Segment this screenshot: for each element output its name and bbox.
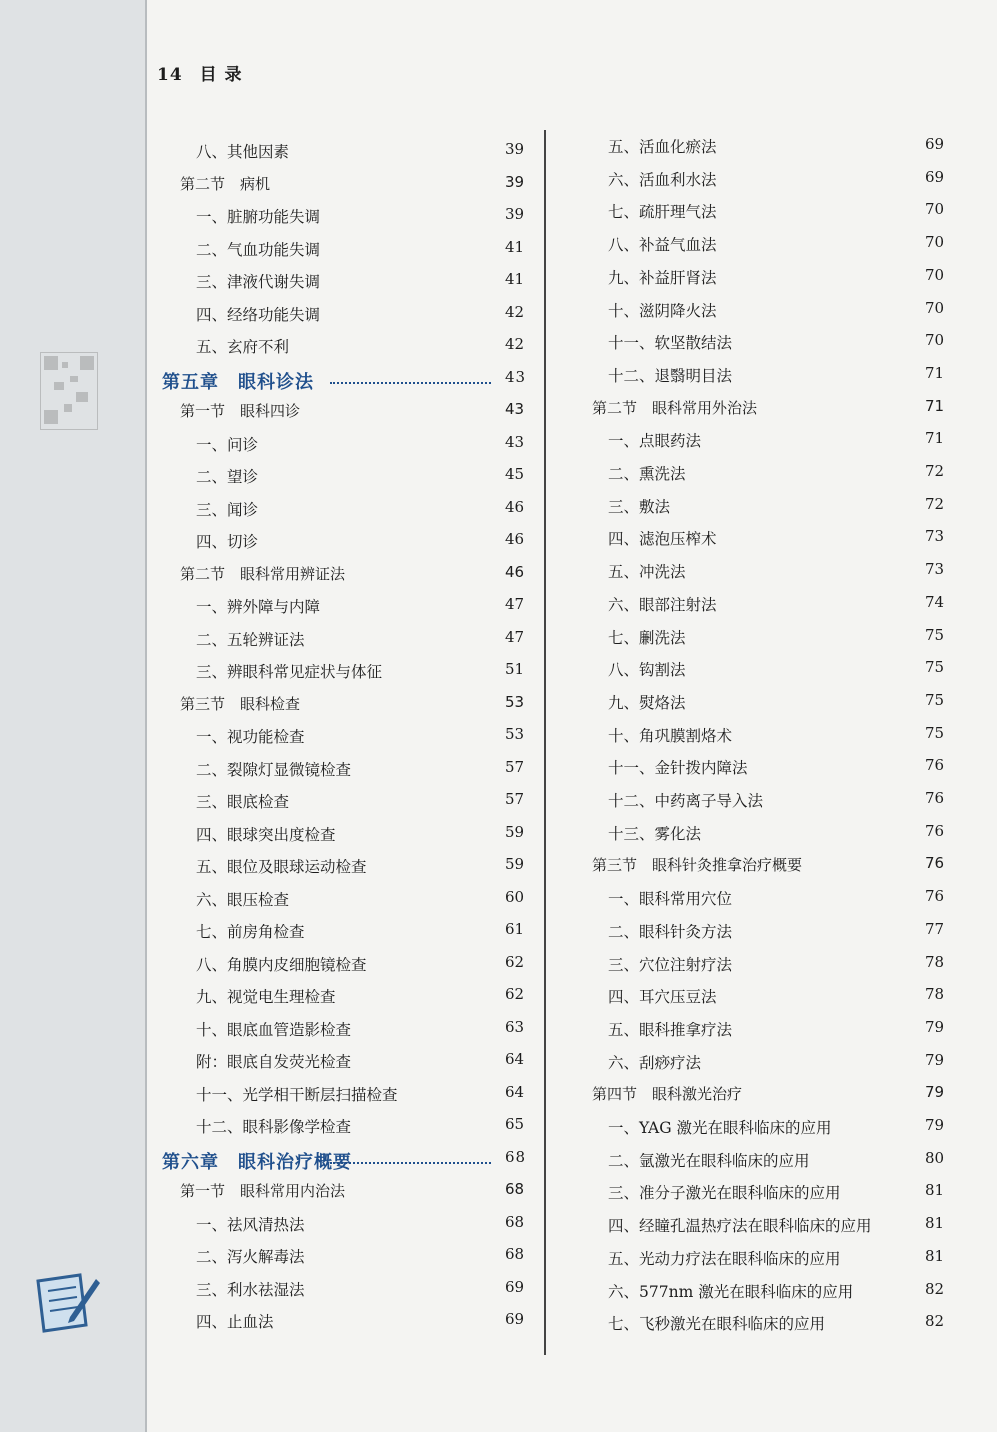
- toc-page-number: 75: [925, 723, 945, 742]
- toc-page-number: 62: [505, 985, 525, 1003]
- toc-page-number: 46: [505, 562, 525, 581]
- toc-label: 八、角膜内皮细胞镜检查: [196, 955, 367, 974]
- toc-page-number: 72: [925, 494, 945, 513]
- toc-page-number: 75: [925, 658, 945, 677]
- toc-page-number: 47: [505, 595, 525, 613]
- toc-section: [180, 400, 535, 424]
- page-number: 14: [157, 65, 183, 85]
- toc-label: 一、辨外障与内障: [196, 598, 321, 616]
- toc-label: 二、泻火解毒法: [196, 1248, 305, 1266]
- toc-label: 十一、金针拨内障法: [608, 759, 748, 778]
- toc-label: 三、准分子激光在眼科临床的应用: [608, 1184, 841, 1203]
- toc-item: [608, 135, 955, 159]
- notebook-pen-icon: [30, 1265, 102, 1337]
- toc-item: [196, 433, 535, 457]
- toc-item: [196, 855, 535, 879]
- toc-item: [608, 364, 955, 388]
- toc-page-number: 78: [925, 985, 945, 1004]
- toc-label: 十一、光学相干断层扫描检查: [196, 1085, 398, 1104]
- toc-item: [196, 920, 535, 944]
- toc-page-number: 51: [505, 660, 525, 678]
- toc-item: [196, 498, 535, 522]
- toc-item: [196, 1245, 535, 1269]
- toc-item: [608, 691, 955, 715]
- dot-leader: [330, 1148, 491, 1164]
- toc-item: [196, 1018, 535, 1042]
- toc-page-number: 79: [925, 1050, 945, 1069]
- toc-item: [196, 953, 535, 977]
- toc-label: 三、辨眼科常见症状与体征: [196, 663, 383, 681]
- toc-item: [196, 205, 535, 229]
- toc-item: [608, 658, 955, 682]
- toc-item: [608, 953, 955, 977]
- qr-code-icon: [40, 352, 98, 430]
- toc-label: 五、眼科推拿疗法: [608, 1020, 733, 1039]
- toc-item: [196, 270, 535, 294]
- toc-item: [608, 1280, 955, 1304]
- toc-page-number: 45: [505, 465, 525, 483]
- toc-item: [608, 462, 955, 486]
- toc-label: 六、眼压检查: [196, 890, 290, 909]
- toc-page-number: 59: [505, 855, 525, 873]
- toc-item: [196, 758, 535, 782]
- toc-label: 三、闻诊: [196, 500, 259, 519]
- toc-page-number: 69: [505, 1310, 525, 1328]
- toc-page-number: 69: [505, 1277, 525, 1296]
- toc-page-number: 76: [925, 756, 945, 775]
- toc-label: 五、眼位及眼球运动检查: [196, 858, 367, 876]
- toc-page-number: 69: [925, 135, 945, 153]
- toc-item: [196, 790, 535, 814]
- toc-item: [196, 1050, 535, 1074]
- toc-page-number: 82: [925, 1312, 945, 1331]
- page-title: 目 录: [199, 65, 243, 85]
- toc-page-number: 53: [505, 692, 525, 711]
- toc-page-number: 72: [925, 462, 945, 480]
- page-header: [157, 60, 243, 85]
- toc-item: [608, 1312, 955, 1336]
- toc-label: 六、577nm 激光在眼科临床的应用: [608, 1282, 854, 1301]
- toc-page-number: 61: [505, 920, 525, 938]
- toc-page-number: 68: [505, 1147, 527, 1166]
- toc-page-number: 63: [505, 1017, 525, 1036]
- toc-page-number: 78: [925, 952, 945, 971]
- toc-page-number: 41: [505, 270, 525, 288]
- toc-page-number: 47: [505, 627, 525, 646]
- toc-item: [196, 303, 535, 327]
- toc-item: [196, 985, 535, 1009]
- toc-page-number: 76: [925, 821, 945, 840]
- toc-item: [196, 1278, 535, 1302]
- toc-page-number: 65: [505, 1115, 525, 1133]
- toc-item: [608, 331, 955, 355]
- toc-label: 四、耳穴压豆法: [608, 988, 717, 1007]
- toc-label: 一、眼科常用穴位: [608, 890, 733, 909]
- toc-page-number: 76: [925, 887, 945, 906]
- toc-item: [608, 495, 955, 519]
- toc-label: 二、裂隙灯显微镜检查: [196, 760, 352, 779]
- toc-item: [608, 1116, 955, 1140]
- toc-section: [180, 173, 535, 197]
- toc-item: [196, 725, 535, 749]
- toc-item: [196, 660, 535, 684]
- toc-label: 八、钩割法: [608, 661, 686, 680]
- toc-chapter: [162, 368, 535, 392]
- toc-page-number: 43: [505, 432, 525, 451]
- toc-page-number: 81: [925, 1181, 945, 1200]
- toc-page-number: 70: [925, 265, 945, 284]
- toc-label: 八、其他因素: [196, 143, 290, 161]
- toc-item: [608, 429, 955, 453]
- toc-page-number: 59: [505, 822, 525, 841]
- toc-label: 第二节 病机: [180, 174, 271, 193]
- toc-item: [608, 299, 955, 323]
- toc-item: [608, 1149, 955, 1173]
- margin-edge: [145, 0, 147, 1432]
- toc-label: 第五章 眼科诊法: [162, 371, 314, 393]
- toc-item: [608, 168, 955, 192]
- toc-item: [196, 628, 535, 652]
- toc-item: [608, 985, 955, 1009]
- toc-section: [180, 693, 535, 717]
- toc-page-number: 80: [925, 1148, 945, 1167]
- toc-label: 八、补益气血法: [608, 236, 717, 255]
- toc-page-number: 79: [925, 1083, 945, 1102]
- toc-page-number: 70: [925, 298, 945, 317]
- toc-item: [608, 887, 955, 911]
- toc-item: [608, 527, 955, 551]
- toc-label: 三、穴位注射疗法: [608, 955, 733, 974]
- toc-label: 一、YAG 激光在眼科临床的应用: [608, 1119, 832, 1137]
- toc-page-number: 74: [925, 592, 945, 611]
- toc-label: 第一节 眼科四诊: [180, 402, 301, 420]
- toc-label: 附：眼底自发荧光检查: [196, 1053, 352, 1071]
- toc-label: 三、利水祛湿法: [196, 1280, 305, 1299]
- toc-label: 二、五轮辨证法: [196, 630, 305, 649]
- toc-label: 七、飞秒激光在眼科临床的应用: [608, 1315, 826, 1334]
- toc-item: [196, 238, 535, 262]
- page-margin-band: [0, 0, 145, 1432]
- toc-section: [592, 1083, 955, 1107]
- toc-section: [180, 563, 535, 587]
- toc-label: 九、熨烙法: [608, 693, 686, 712]
- toc-item: [608, 233, 955, 257]
- toc-item: [608, 724, 955, 748]
- toc-item: [196, 823, 535, 847]
- toc-item: [608, 789, 955, 813]
- toc-page-number: 43: [505, 367, 527, 386]
- toc-label: 十二、退翳明目法: [608, 366, 733, 385]
- toc-item: [196, 1115, 535, 1139]
- toc-label: 二、气血功能失调: [196, 240, 321, 259]
- toc-page-number: 57: [505, 790, 525, 808]
- toc-page-number: 76: [925, 789, 945, 807]
- toc-label: 六、眼部注射法: [608, 595, 717, 614]
- toc-page-number: 70: [925, 233, 945, 252]
- toc-page-number: 64: [505, 1082, 525, 1101]
- toc-label: 一、祛风清热法: [196, 1215, 305, 1234]
- toc-page-number: 68: [505, 1212, 525, 1231]
- toc-item: [608, 266, 955, 290]
- toc-item: [196, 1310, 535, 1334]
- toc-label: 第四节 眼科激光治疗: [592, 1085, 743, 1104]
- toc-page-number: 75: [925, 690, 945, 709]
- toc-label: 三、敷法: [608, 497, 671, 516]
- toc-label: 四、眼球突出度检查: [196, 825, 336, 844]
- toc-item: [196, 140, 535, 164]
- toc-page-number: 77: [925, 919, 945, 938]
- toc-item: [608, 1018, 955, 1042]
- toc-page-number: 68: [505, 1180, 525, 1198]
- toc-item: [608, 1247, 955, 1271]
- toc-page-number: 43: [505, 400, 525, 418]
- toc-label: 十三、雾化法: [608, 824, 702, 843]
- toc-page-number: 42: [505, 302, 525, 321]
- toc-item: [196, 465, 535, 489]
- toc-item: [608, 822, 955, 846]
- toc-label: 四、经络功能失调: [196, 305, 321, 324]
- toc-item: [196, 335, 535, 359]
- toc-page-number: 70: [925, 200, 945, 219]
- toc-label: 十、眼底血管造影检查: [196, 1020, 352, 1039]
- toc-label: 第二节 眼科常用外治法: [592, 398, 758, 417]
- toc-label: 二、氩激光在眼科临床的应用: [608, 1151, 810, 1170]
- toc-page-number: 39: [505, 172, 525, 191]
- toc-label: 七、前房角检查: [196, 923, 305, 941]
- toc-label: 十一、软坚散结法: [608, 334, 733, 353]
- toc-label: 第二节 眼科常用辨证法: [180, 564, 346, 583]
- toc-item: [608, 560, 955, 584]
- toc-item: [608, 593, 955, 617]
- toc-label: 二、熏洗法: [608, 465, 686, 483]
- toc-item: [608, 1181, 955, 1205]
- toc-page-number: 81: [925, 1214, 945, 1233]
- toc-page-number: 39: [505, 140, 525, 158]
- toc-item: [608, 920, 955, 944]
- toc-label: 十二、中药离子导入法: [608, 792, 764, 810]
- toc-item: [608, 200, 955, 224]
- toc-label: 七、疏肝理气法: [608, 203, 717, 222]
- toc-page-number: 46: [505, 530, 525, 548]
- toc-page-number: 82: [925, 1279, 945, 1298]
- toc-label: 四、经瞳孔温热疗法在眼科临床的应用: [608, 1217, 872, 1236]
- toc-section: [592, 397, 955, 421]
- toc-page-number: 81: [925, 1246, 945, 1265]
- toc-page-number: 73: [925, 527, 945, 546]
- dot-leader: [330, 368, 491, 384]
- toc-page-number: 79: [925, 1116, 945, 1134]
- toc-item: [196, 595, 535, 619]
- toc-section: [592, 854, 955, 878]
- toc-label: 十二、眼科影像学检查: [196, 1118, 352, 1136]
- toc-page-number: 79: [925, 1017, 945, 1036]
- toc-chapter: [162, 1148, 535, 1172]
- toc-label: 六、活血利水法: [608, 170, 717, 189]
- toc-page-number: 57: [505, 757, 525, 776]
- toc-label: 十、滋阴降火法: [608, 301, 717, 320]
- toc-item: [608, 1051, 955, 1075]
- toc-label: 五、活血化瘀法: [608, 138, 717, 156]
- toc-label: 一、问诊: [196, 435, 259, 454]
- toc-page-number: 62: [505, 952, 525, 971]
- toc-label: 二、望诊: [196, 468, 259, 486]
- toc-item: [608, 756, 955, 780]
- toc-page-number: 70: [925, 331, 945, 350]
- toc-label: 二、眼科针灸方法: [608, 922, 733, 941]
- toc-page-number: 64: [505, 1050, 525, 1068]
- toc-label: 一、脏腑功能失调: [196, 208, 321, 226]
- toc-item: [608, 626, 955, 650]
- toc-label: 四、滤泡压榨术: [608, 530, 717, 549]
- toc-item: [196, 888, 535, 912]
- toc-label: 三、眼底检查: [196, 793, 290, 811]
- toc-label: 四、切诊: [196, 533, 259, 551]
- toc-page-number: 42: [505, 335, 525, 353]
- toc-page-number: 75: [925, 625, 945, 644]
- toc-page-number: 41: [505, 237, 525, 256]
- toc-item: [196, 1083, 535, 1107]
- toc-label: 一、视功能检查: [196, 728, 305, 746]
- toc-page-number: 71: [925, 396, 945, 415]
- toc-page-number: 53: [505, 725, 525, 743]
- toc-label: 九、补益肝肾法: [608, 268, 717, 287]
- toc-label: 四、止血法: [196, 1313, 274, 1331]
- toc-section: [180, 1180, 535, 1204]
- toc-page-number: 73: [925, 560, 945, 579]
- toc-page-number: 46: [505, 497, 525, 516]
- toc-page-number: 76: [925, 854, 945, 873]
- toc-label: 三、津液代谢失调: [196, 273, 321, 291]
- toc-label: 第三节 眼科针灸推拿治疗概要: [592, 856, 803, 875]
- toc-label: 五、玄府不利: [196, 338, 290, 356]
- toc-label: 第三节 眼科检查: [180, 694, 301, 713]
- toc-page-number: 39: [505, 205, 525, 223]
- toc-label: 第六章 眼科治疗概要: [162, 1151, 352, 1173]
- toc-page-number: 71: [925, 429, 945, 448]
- toc-label: 五、光动力疗法在眼科临床的应用: [608, 1249, 841, 1268]
- toc-label: 第一节 眼科常用内治法: [180, 1182, 346, 1200]
- column-divider: [544, 130, 546, 1355]
- toc-label: 十、角巩膜割烙术: [608, 726, 733, 745]
- toc-page-number: 60: [505, 887, 525, 906]
- toc-label: 一、点眼药法: [608, 432, 702, 451]
- toc-page-number: 68: [505, 1245, 525, 1263]
- toc-item: [196, 1213, 535, 1237]
- toc-item: [196, 530, 535, 554]
- toc-label: 七、劆洗法: [608, 628, 686, 647]
- toc-item: [608, 1214, 955, 1238]
- toc-page-number: 71: [925, 363, 945, 382]
- toc-label: 五、冲洗法: [608, 563, 686, 582]
- toc-label: 九、视觉电生理检查: [196, 988, 336, 1006]
- toc-page-number: 69: [925, 167, 945, 186]
- toc-label: 六、刮痧疗法: [608, 1053, 702, 1072]
